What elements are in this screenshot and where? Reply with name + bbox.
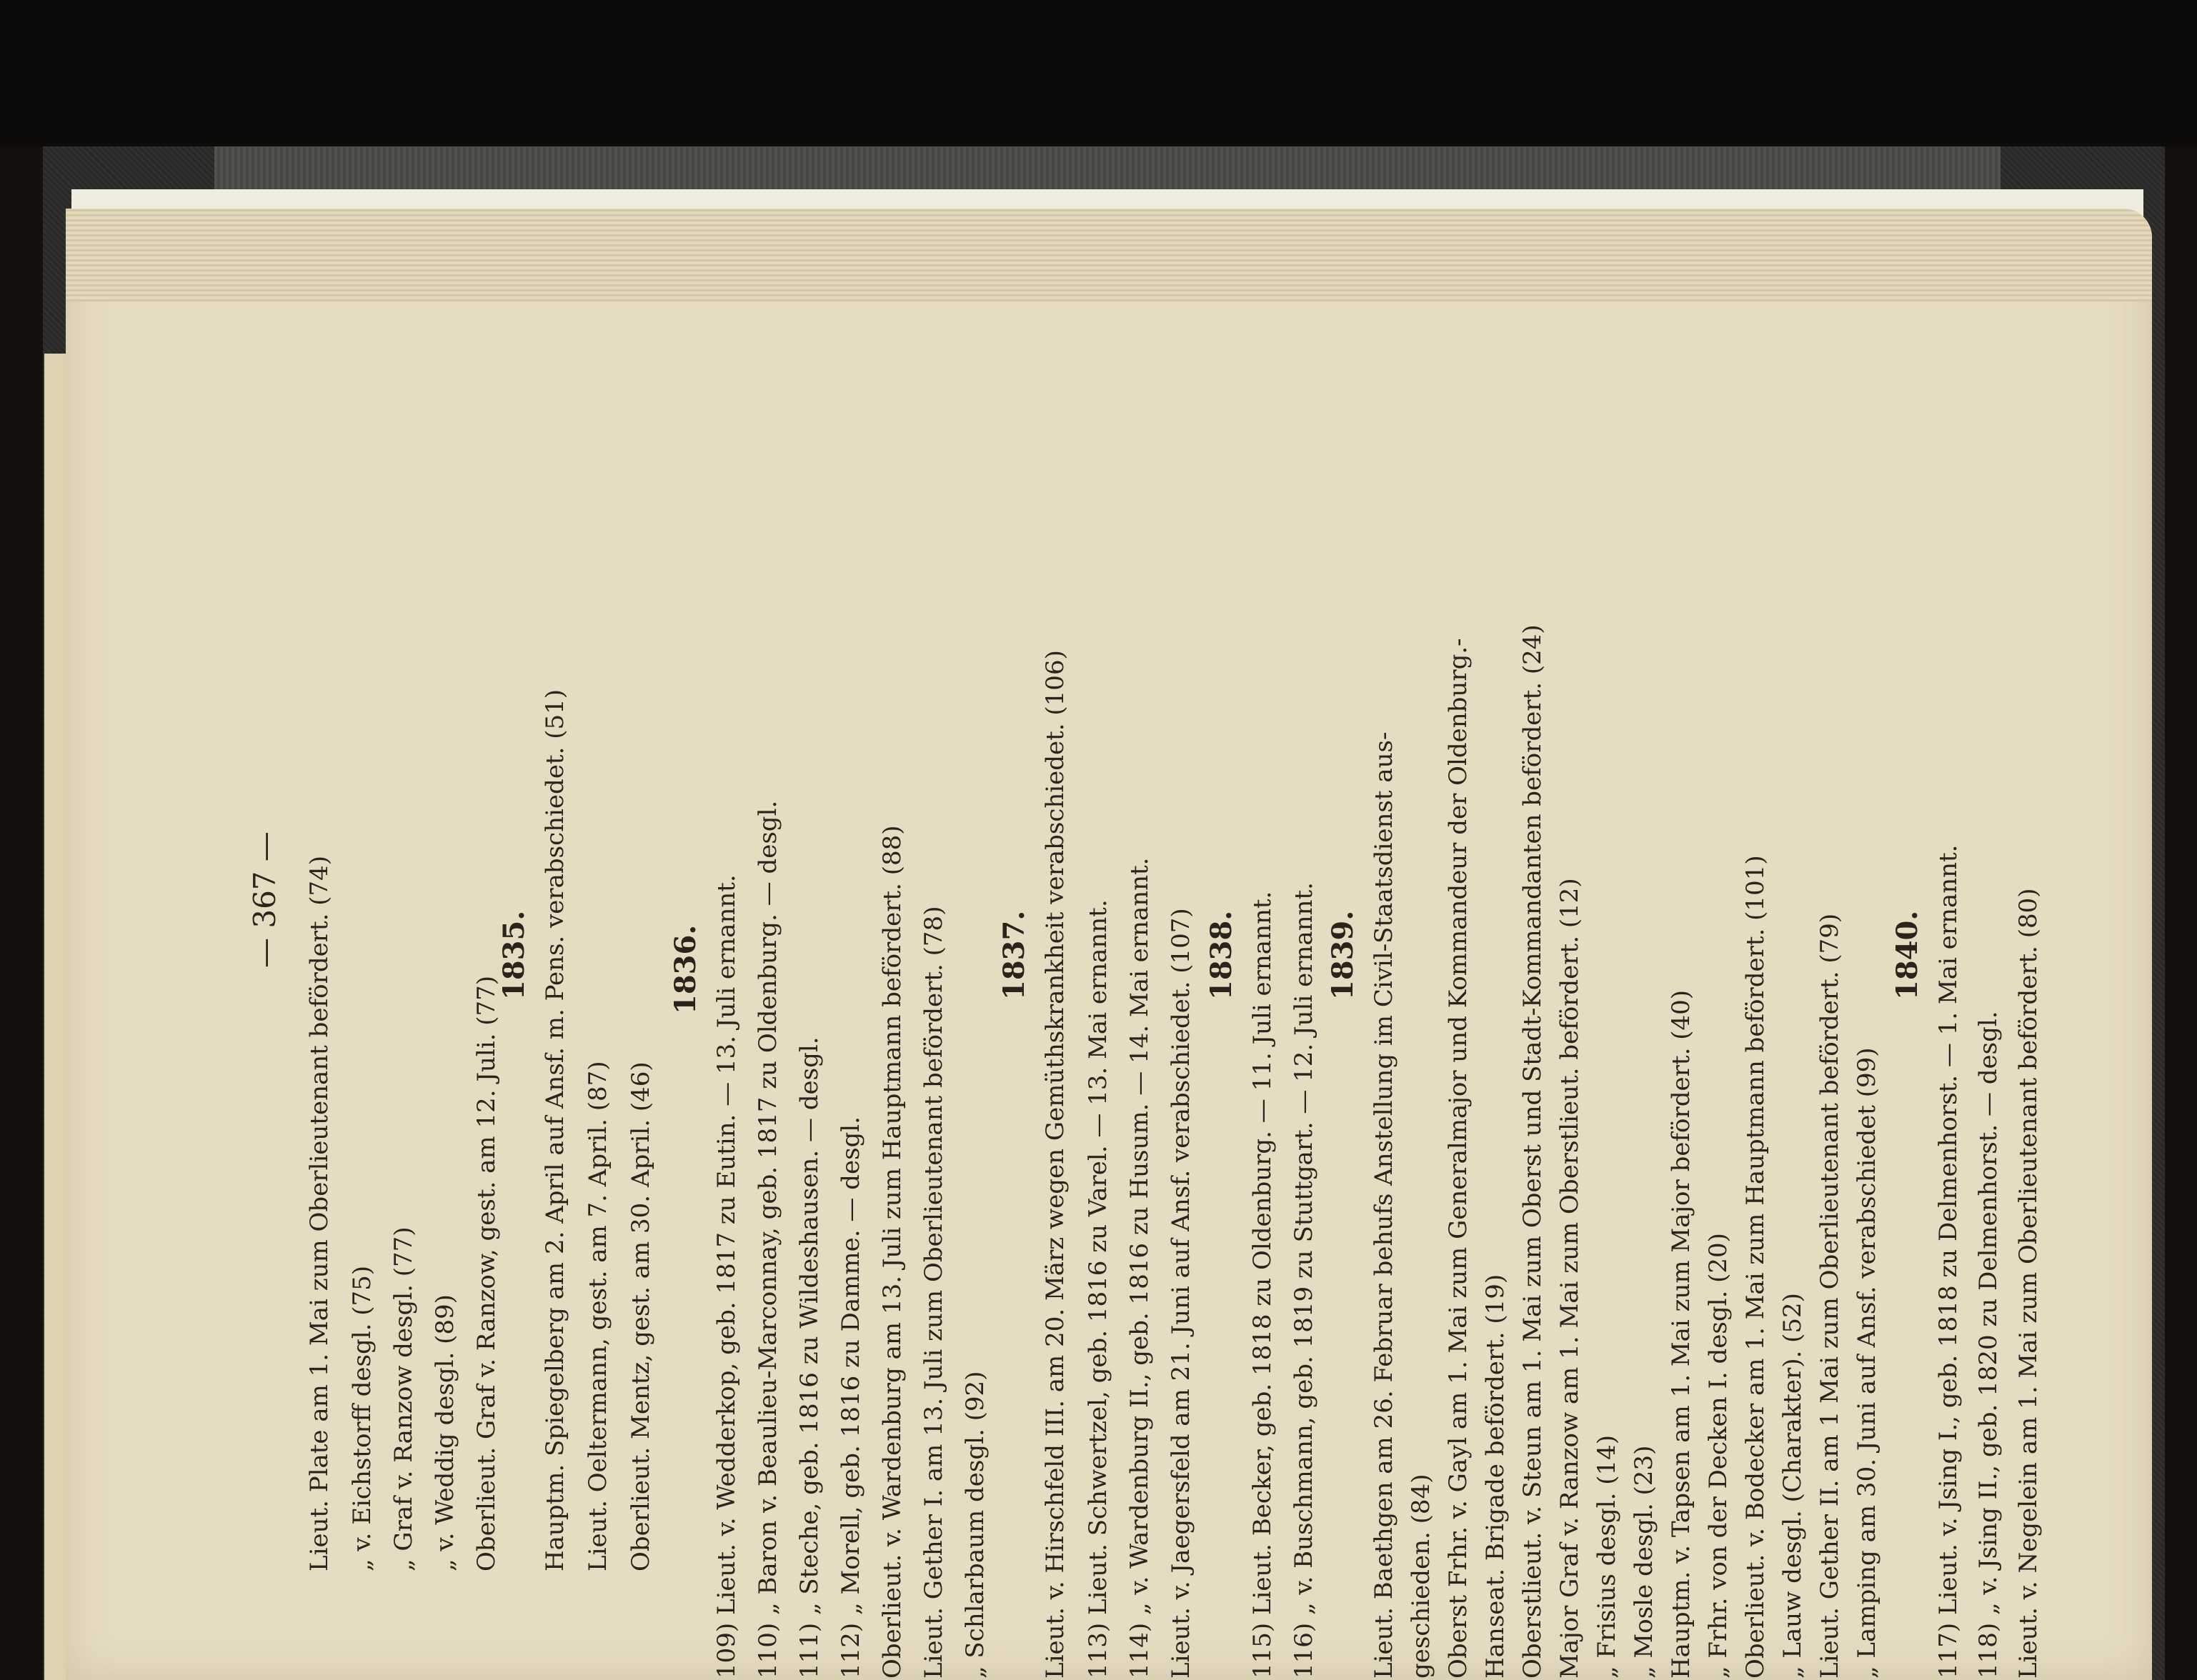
text-line: Lieut. v. Hirschfeld III. am 20. März wegen Gemüthskrankheit verabschiedet. (106) xyxy=(1041,650,1070,1679)
page-number: — 367 — xyxy=(247,831,282,968)
year-heading: 1837. xyxy=(997,910,1031,1000)
text-line: 112) „ Morell, geb. 1816 zu Damme. — desgl. xyxy=(837,1116,865,1679)
text-line: Lieut. Gether I. am 13. Juli zum Oberlieutenant befördert. (78) xyxy=(920,906,948,1679)
text-line: 110) „ Baron v. Beaulieu-Marconnay, geb. 1817 zu Oldenburg. — desgl. xyxy=(754,800,782,1679)
text-line: „ Lauw desgl. (Charakter). (52) xyxy=(1778,1293,1807,1679)
text-line: 114) „ v. Wardenburg II., geb. 1816 zu Husum. — 14. Mai ernannt. xyxy=(1125,857,1154,1679)
text-line: „ Lamping am 30. Juni auf Ansf. verabschiedet (99) xyxy=(1853,1047,1881,1679)
text-line: „ Schlarbaum desgl. (92) xyxy=(961,1371,990,1679)
text-line: Hauptm. Spiegelberg am 2. April auf Ansf. m. Pens. verabschiedet. (51) xyxy=(541,689,569,1571)
text-line: Oberlieut. Mentz, gest. am 30. April. (46) xyxy=(627,1061,655,1571)
text-line: „ Frhr. von der Decken I. desgl. (20) xyxy=(1704,1233,1733,1679)
background-dark xyxy=(0,0,2197,146)
text-line: Lieut. Plate am 1. Mai zum Oberlieutenant befördert. (74) xyxy=(305,855,334,1571)
text-line: 118) „ v. Jsing II., geb. 1820 zu Delmenhorst. — desgl. xyxy=(1974,1011,2003,1679)
text-line: Hanseat. Brigade befördert. (19) xyxy=(1481,1274,1510,1679)
text-line: Oberlieut. v. Wardenburg am 13. Juli zum Hauptmann befördert. (88) xyxy=(878,825,907,1679)
text-line: „ Frisius desgl. (14) xyxy=(1593,1435,1621,1679)
text-line: 117) Lieut. v. Jsing I., geb. 1818 zu Delmenhorst. — 1. Mai ernannt. xyxy=(1934,844,1963,1679)
text-line: 109) Lieut. v. Wedderkop, geb. 1817 zu Eutin. — 13. Juli ernannt. xyxy=(712,874,741,1679)
text-line: Lieut. v. Jaegersfeld am 21. Juni auf Ansf. verabschiedet. (107) xyxy=(1167,908,1195,1679)
text-line: Major Graf v. Ranzow am 1. Mai zum Oberstlieut. befördert. (12) xyxy=(1555,878,1584,1679)
year-heading: 1838. xyxy=(1205,910,1238,1000)
text-line: Lieut. v. Negelein am 1. Mai zum Oberlieutenant befördert. (80) xyxy=(2014,888,2043,1679)
text-line: 111) „ Steche, geb. 1816 zu Wildeshausen. — desgl. xyxy=(795,1036,824,1679)
text-line: 116) „ v. Buschmann, geb. 1819 zu Stuttgart. — 12. Juli ernannt. xyxy=(1290,882,1318,1679)
text-line: Lieut. Gether II. am 1 Mai zum Oberlieutenant befördert. (79) xyxy=(1815,913,1844,1679)
text-line: Oberlieut. Graf v. Ranzow, gest. am 12. Juli. (77) xyxy=(472,975,501,1571)
page-stack-edges xyxy=(66,209,2152,301)
text-line: „ Mosle desgl. (23) xyxy=(1630,1445,1658,1679)
year-heading: 1835. xyxy=(497,910,531,1000)
year-heading: 1839. xyxy=(1326,910,1360,1000)
text-line: geschieden. (84) xyxy=(1407,1474,1435,1679)
text-line: Lieut. Baethgen am 26. Februar behufs Anstellung im Civil-Staatsdienst aus- xyxy=(1370,731,1398,1679)
text-line: Oberst Frhr. v. Gayl am 1. Mai zum Generalmajor und Kommandeur der Oldenburg.- xyxy=(1444,638,1473,1679)
text-line: Lieut. Oeltermann, gest. am 7. April. (87) xyxy=(584,1061,612,1571)
text-line: „ v. Weddig desgl. (89) xyxy=(431,1294,459,1571)
text-line: „ v. Eichstorff desgl. (75) xyxy=(348,1265,377,1571)
text-line: Hauptm. v. Tapsen am 1. Mai zum Major befördert. (40) xyxy=(1667,990,1695,1679)
year-heading: 1836. xyxy=(669,924,702,1014)
text-line: 115) Lieut. Becker, geb. 1818 zu Oldenburg. — 11. Juli ernannt. xyxy=(1248,891,1277,1679)
text-line: Oberlieut. v. Bodecker am 1. Mai zum Hauptmann befördert. (101) xyxy=(1741,855,1770,1679)
text-line: 113) Lieut. Schwertzel, geb. 1816 zu Varel. — 13. Mai ernannt. xyxy=(1084,899,1112,1679)
year-heading: 1840. xyxy=(1890,910,1924,1000)
text-line: Oberstlieut. v. Steun am 1. Mai zum Oberst und Stadt-Kommandanten befördert. (24) xyxy=(1518,624,1547,1679)
text-line: „ Graf v. Ranzow desgl. (77) xyxy=(389,1226,418,1571)
